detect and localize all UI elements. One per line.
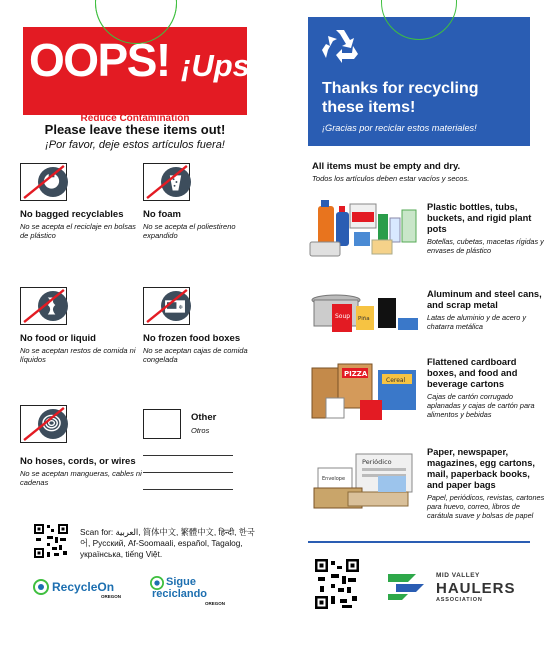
category-paper: Paper, newspaper, magazines, egg cartons, mail, paperback books, and paper bags Papel, periódicos, revistas, cartones para huevo, correo, libros de carátula suave y bolsas de papel [427,447,545,520]
item-label-es: No se acepta el poliestireno expandido [143,222,236,240]
svg-text:Periódico: Periódico [362,458,392,466]
leave-items-heading: Please leave these items out! [44,122,226,137]
item-no-bagged [20,163,145,240]
write-in-line[interactable] [143,472,233,473]
frozen-box-icon [143,287,190,325]
svg-text:Soup: Soup [335,313,351,320]
paper-illustration [308,452,424,516]
item-label-es: No se aceptan mangueras, cables ni cadenas [20,469,142,487]
hose-icon [20,405,67,443]
right-panel [286,0,551,649]
scan-label: Scan for: [80,527,114,537]
haulers-emblem-icon [386,570,426,602]
thanks-heading-es: ¡Gracias por reciclar estos materiales! [322,123,477,133]
language-list: العربية, 简体中文, 繁體中文, हिन्दी, 한국어, Русский, Af-Soomaali, español, Tagalog, українська, tiếng Việt. [80,527,255,559]
plastic-containers-illustration [308,196,424,260]
reduce-contamination: Reduce Contamination [80,113,190,124]
item-label-es: No se aceptan cajas de comida congelada [143,346,248,364]
write-in-line[interactable] [143,489,233,490]
empty-dry-note-es: Todos los artículos deben estar vacíos y secos. [312,174,470,183]
ups-title: ¡Ups! [181,48,261,83]
foam-icon [143,163,190,201]
item-label: No frozen food boxes [143,333,241,344]
cardboard-illustration [308,360,424,424]
mid-valley-haulers-logo: MID VALLEY HAULERS ASSOCIATION [386,566,536,606]
sigue-reciclando-logo: Sigue reciclando OREGON [152,576,226,606]
item-label: No foam [143,209,181,220]
write-in-line[interactable] [143,455,233,456]
item-no-foam [143,163,268,240]
category-metal: Aluminum and steel cans, and scrap metal Latas de aluminio y de acero y chatarra metálica [427,289,542,331]
recycleon-logo: RecycleOn OREGON [33,577,133,607]
scan-languages [80,527,260,560]
metal-cans-illustration [308,282,424,346]
item-no-hoses [20,405,145,487]
item-label-es: No se aceptan restos de comida ni líquidos [20,346,136,364]
qr-code-right[interactable] [314,558,360,610]
bagged-recyclables-icon [20,163,67,201]
item-label: No food or liquid [20,333,96,344]
other-checkbox[interactable] [143,409,181,439]
thanks-heading: Thanks for recycling these items! [322,80,479,116]
qr-code-left[interactable] [33,523,69,559]
svg-text:PIZZA: PIZZA [344,370,368,378]
leave-items-heading-es: ¡Por favor, deje estos artículos fuera! [45,139,225,151]
category-plastics: Plastic bottles, tubs, buckets, and rigid plant pots Botellas, cubetas, macetas rígidas y envases de plástico [427,202,544,255]
svg-text:❄: ❄ [178,304,184,311]
left-panel [0,0,270,649]
recycle-icon [320,28,360,64]
empty-dry-note: All items must be empty and dry. [312,161,461,172]
category-cardboard: Flattened cardboard boxes, and food and beverage cartons Cajas de cartón corrugado aplanadas y cajas de cartón para alimentos y bebidas [427,357,535,419]
apple-core-icon [20,287,67,325]
oops-title: OOPS! ¡Ups! [29,34,261,86]
item-no-frozen [143,287,268,364]
svg-text:Envelope: Envelope [322,476,346,482]
svg-text:Cereal: Cereal [386,377,406,384]
item-label-es: No se acepta el reciclaje en bolsas de plástico [20,222,136,240]
other-label-es: Otros [191,426,210,435]
other-label: Other [191,412,217,423]
item-label: No bagged recyclables [20,209,124,220]
divider [308,541,530,543]
svg-text:Piña: Piña [358,316,370,322]
item-label: No hoses, cords, or wires [20,456,136,467]
item-no-food [20,287,145,364]
